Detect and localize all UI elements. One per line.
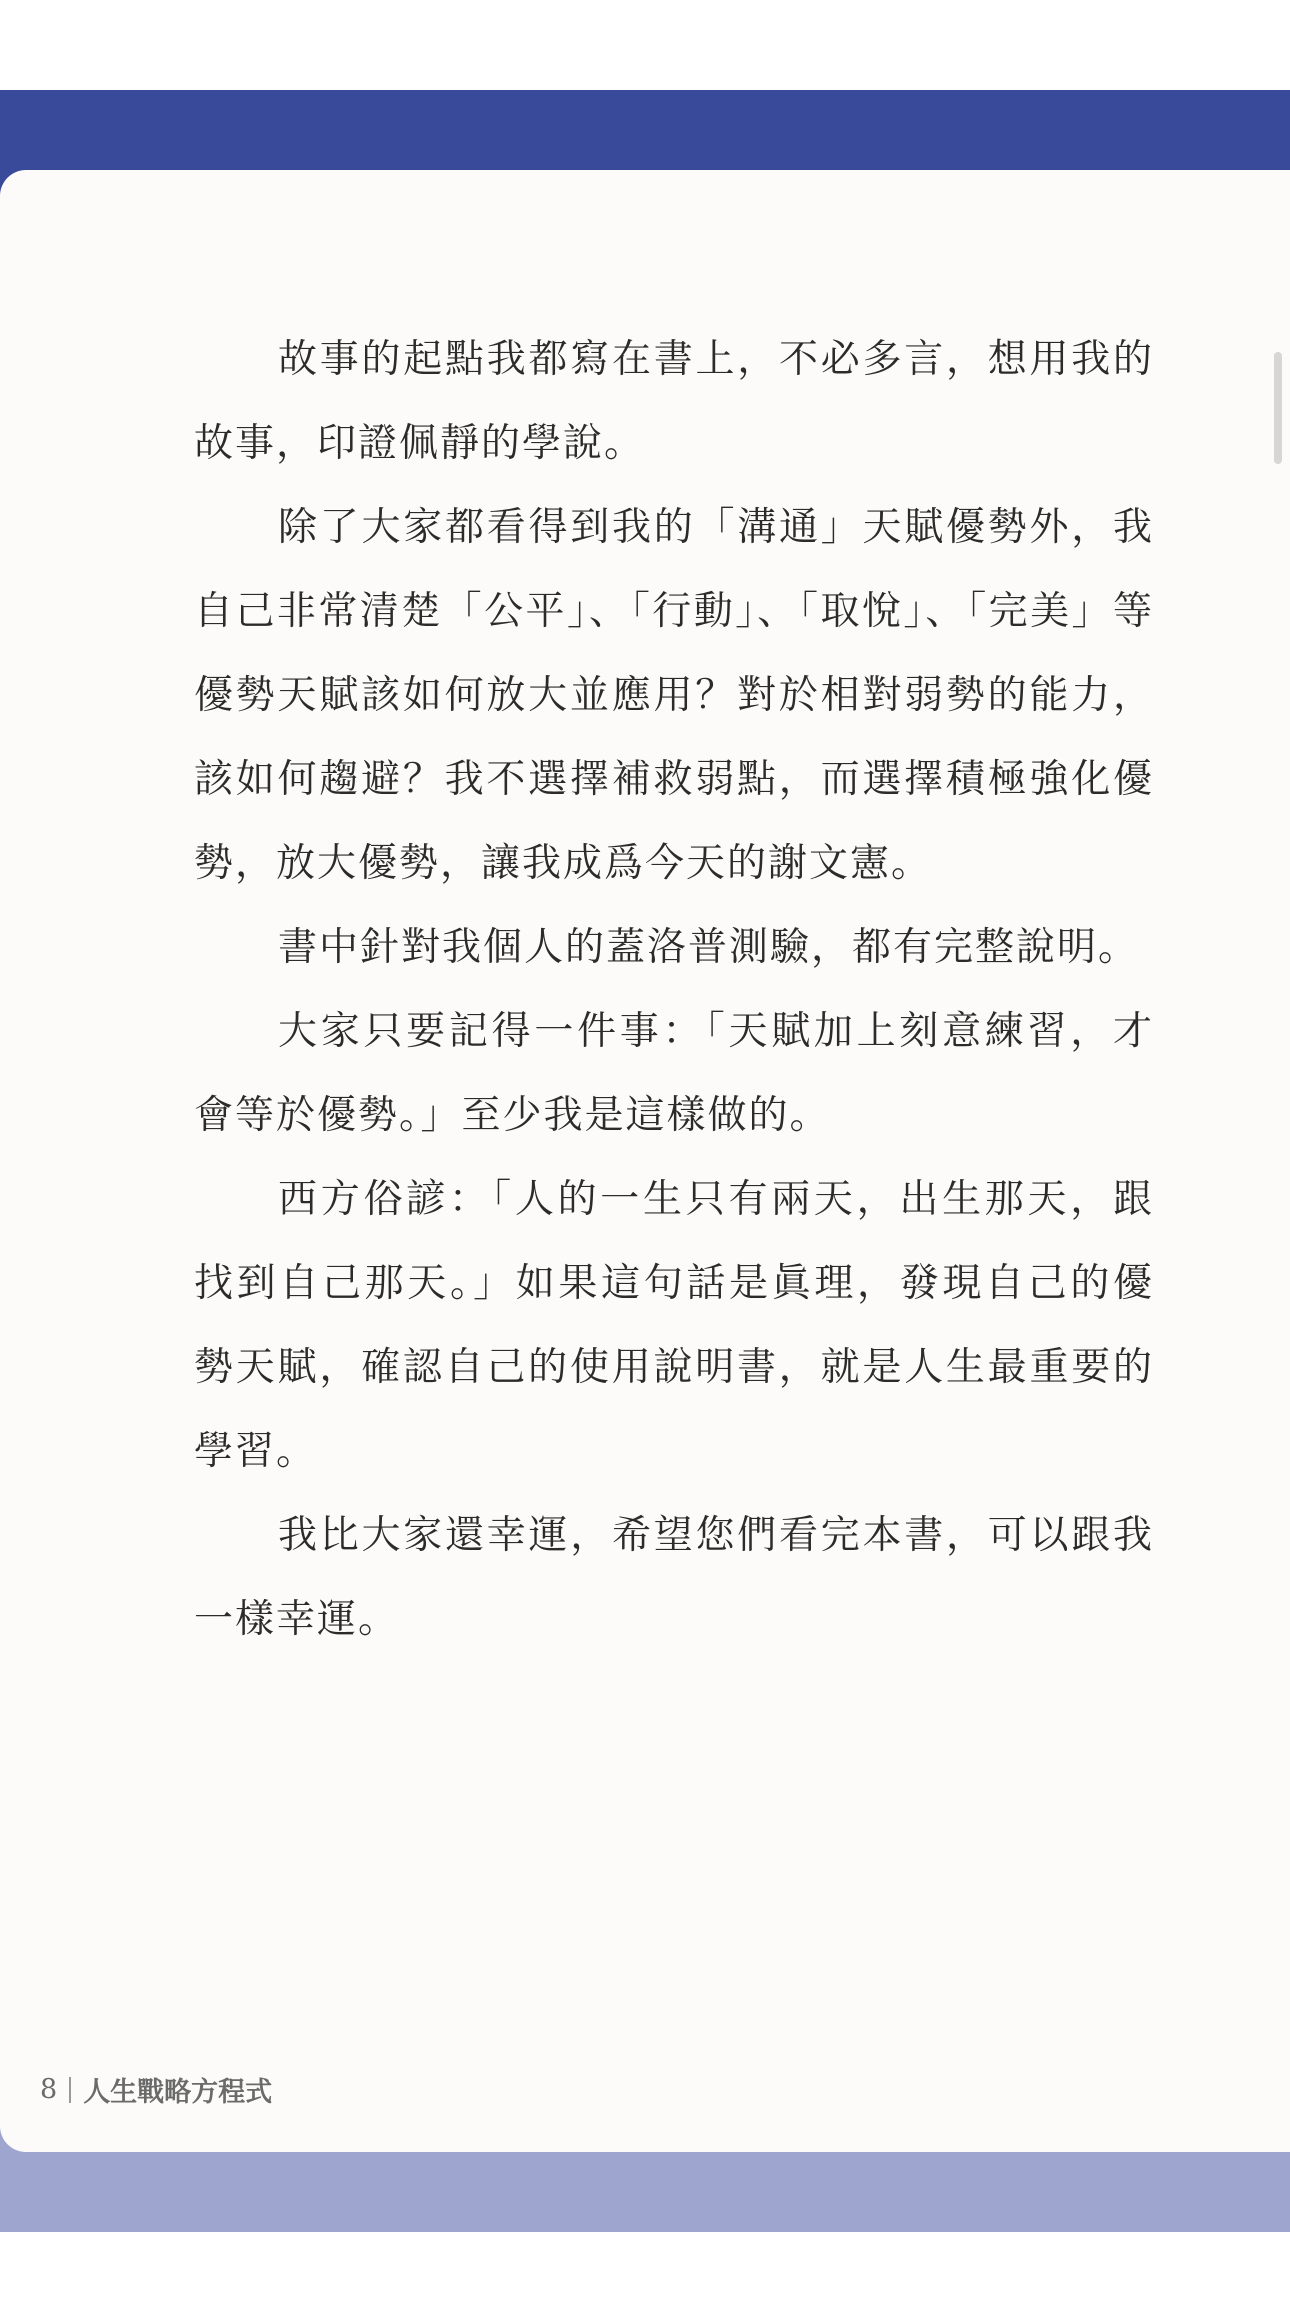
paragraph: 我比大家還幸運，希望您們看完本書，可以跟我一樣幸運。 bbox=[194, 1513, 1154, 1642]
page-footer bbox=[40, 2070, 272, 2109]
page-number: 8 bbox=[40, 2074, 58, 2105]
paragraph: 故事的起點我都寫在書上，不必多言，想用我的故事，印證佩靜的學說。 bbox=[194, 337, 1154, 466]
footer-divider bbox=[69, 2077, 71, 2103]
paragraph: 除了大家都看得到我的「溝通」天賦優勢外，我自己非常清楚「公平」、「行動」、「取悅」、「完美」等優勢天賦該如何放大並應用？對於相對弱勢的能力，該如何趨避？我不選擇補救弱點，而選擇積極強化優勢，放大優勢，讓我成爲今天的謝文憲。 bbox=[194, 505, 1154, 886]
paragraph: 書中針對我個人的蓋洛普測驗，都有完整說明。 bbox=[278, 925, 1140, 970]
paragraph: 西方俗諺：「人的一生只有兩天，出生那天，跟找到自己那天。」如果這句話是眞理，發現自己的優勢天賦，確認自己的使用說明書，就是人生最重要的學習。 bbox=[194, 1177, 1154, 1474]
page-body-text bbox=[194, 318, 1154, 1662]
paragraph: 大家只要記得一件事：「天賦加上刻意練習，才會等於優勢。」至少我是這樣做的。 bbox=[194, 1009, 1154, 1138]
running-book-title: 人生戰略方程式 bbox=[83, 2077, 273, 2108]
scrollbar-thumb[interactable] bbox=[1274, 352, 1282, 464]
